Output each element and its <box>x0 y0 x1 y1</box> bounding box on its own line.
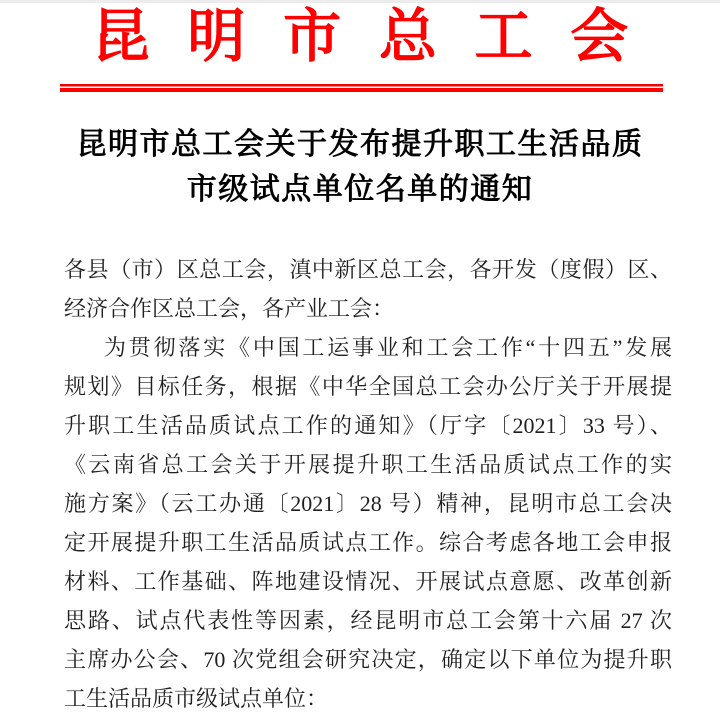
org-name-text: 昆明市总工会 <box>91 4 666 69</box>
body-line: 升职工生活品质试点工作的通知》（厅字〔2021〕33 号）、 <box>64 413 672 438</box>
body-line: 经济合作区总工会，各产业工会： <box>64 296 395 321</box>
org-name-header <box>0 4 720 70</box>
body-line: 材料、工作基础、阵地建设情况、开展试点意愿、改革创新 <box>64 569 672 594</box>
doc-title-line-2: 市级试点单位名单的通知 <box>186 173 534 206</box>
body-line: 施方案》（云工办通〔2021〕28 号）精神，昆明市总工会决 <box>64 491 672 516</box>
body-line: 主席办公会、70 次党组会研究决定，确定以下单位为提升职 <box>64 647 672 672</box>
document-body <box>64 250 672 718</box>
body-line: 规划》目标任务，根据《中华全国总工会办公厅关于开展提 <box>64 374 672 399</box>
body-line: 各县（市）区总工会，滇中新区总工会，各开发（度假）区、 <box>64 257 672 282</box>
scan-top-edge <box>0 0 720 3</box>
body-line: 为贯彻落实《中国工运事业和工会工作“十四五”发展 <box>104 335 672 360</box>
doc-title <box>0 122 720 212</box>
body-line: 思路、试点代表性等因素，经昆明市总工会第十六届 27 次 <box>64 608 672 633</box>
doc-title-line-1: 昆明市总工会关于发布提升职工生活品质 <box>76 128 644 161</box>
body-line: 工生活品质市级试点单位： <box>64 686 329 711</box>
body-line: 定开展提升职工生活品质试点工作。综合考虑各地工会申报 <box>64 530 672 555</box>
body-line: 《云南省总工会关于开展提升职工生活品质试点工作的实 <box>64 452 672 477</box>
red-divider-rule <box>60 84 663 92</box>
